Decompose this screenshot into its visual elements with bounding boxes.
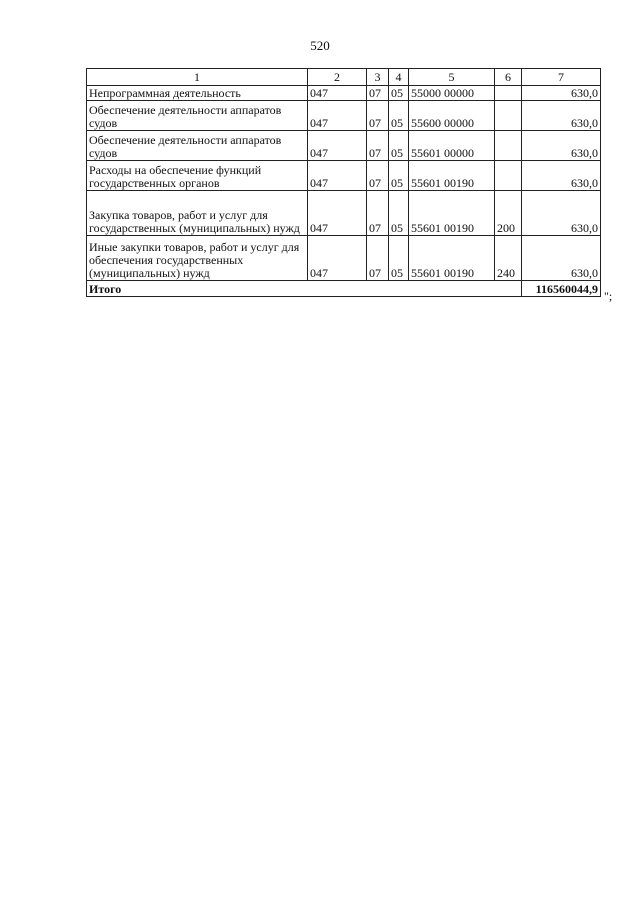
row-name: Обеспечение деятельности аппаратов судов [87,101,308,131]
cell-expense-type [495,101,522,131]
cell-section: 07 [367,86,389,101]
cell-section: 07 [367,161,389,191]
table-row [87,101,601,131]
cell-subsection: 05 [389,101,409,131]
cell-amount: 630,0 [522,191,601,236]
cell-ministry-code: 047 [308,131,367,161]
total-row [87,281,601,297]
cell-target-article: 55601 00190 [409,161,495,191]
cell-ministry-code: 047 [308,101,367,131]
cell-expense-type [495,131,522,161]
cell-ministry-code: 047 [308,161,367,191]
table-row [87,131,601,161]
closing-quote: "; [604,289,613,303]
cell-amount: 630,0 [522,236,601,281]
cell-subsection: 05 [389,236,409,281]
cell-subsection: 05 [389,161,409,191]
budget-table [86,68,601,297]
cell-subsection: 05 [389,191,409,236]
table-row [87,236,601,281]
column-header: 1 [87,69,308,86]
cell-ministry-code: 047 [308,86,367,101]
cell-expense-type: 240 [495,236,522,281]
cell-target-article: 55000 00000 [409,86,495,101]
cell-target-article: 55600 00000 [409,101,495,131]
column-header: 6 [495,69,522,86]
cell-amount: 630,0 [522,101,601,131]
row-name: Непрограммная деятельность [87,86,308,101]
column-header: 3 [367,69,389,86]
table-row [87,86,601,101]
cell-section: 07 [367,101,389,131]
cell-expense-type [495,161,522,191]
column-header: 7 [522,69,601,86]
cell-ministry-code: 047 [308,236,367,281]
cell-subsection: 05 [389,86,409,101]
cell-expense-type [495,86,522,101]
cell-ministry-code: 047 [308,191,367,236]
column-header: 5 [409,69,495,86]
row-name: Иные закупки товаров, работ и услуг для обеспечения государственных (муниципальных) нужд [87,236,308,281]
cell-section: 07 [367,191,389,236]
table-header-row [87,69,601,86]
cell-subsection: 05 [389,131,409,161]
cell-amount: 630,0 [522,131,601,161]
row-name: Расходы на обеспечение функций государственных органов [87,161,308,191]
column-header: 4 [389,69,409,86]
cell-amount: 630,0 [522,86,601,101]
row-name: Закупка товаров, работ и услуг для государственных (муниципальных) нужд [87,191,308,236]
cell-section: 07 [367,131,389,161]
cell-expense-type: 200 [495,191,522,236]
cell-target-article: 55601 00190 [409,191,495,236]
column-header: 2 [308,69,367,86]
table-row [87,191,601,236]
total-label: Итого [87,281,522,297]
cell-section: 07 [367,236,389,281]
total-value: 116560044,9 [522,281,601,297]
page-number: 520 [310,38,330,53]
cell-target-article: 55601 00000 [409,131,495,161]
cell-target-article: 55601 00190 [409,236,495,281]
cell-amount: 630,0 [522,161,601,191]
table-row [87,161,601,191]
row-name: Обеспечение деятельности аппаратов судов [87,131,308,161]
